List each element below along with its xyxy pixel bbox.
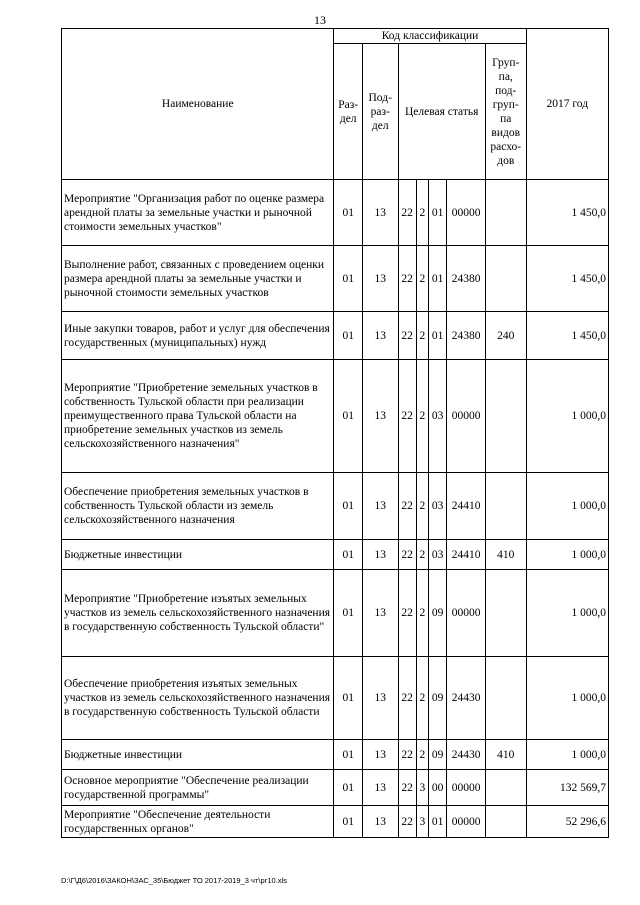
row-name: Мероприятие "Приобретение изъятых земельных участков из земель сельскохозяйственного назначения в государственную собственность Тульской области": [62, 570, 334, 657]
row-subsection: 13: [362, 360, 398, 473]
header-row-top: [62, 29, 609, 44]
row-expense-group: 410: [485, 740, 526, 770]
row-target-program: 22: [398, 740, 416, 770]
row-target-subprogram: 3: [416, 806, 428, 838]
row-target-event: 09: [428, 740, 446, 770]
row-target-program: 22: [398, 770, 416, 806]
row-target-program: 22: [398, 570, 416, 657]
row-name: Бюджетные инвестиции: [62, 740, 334, 770]
row-amount: 52 296,6: [526, 806, 608, 838]
row-name: Выполнение работ, связанных с проведением оценки размера арендной платы за земельные участки и рыночной стоимости земельных участков: [62, 246, 334, 312]
row-target-direction: 00000: [447, 806, 486, 838]
row-target-event: 03: [428, 473, 446, 540]
table-row: [62, 806, 609, 838]
table-row: [62, 570, 609, 657]
row-target-subprogram: 3: [416, 770, 428, 806]
row-subsection: 13: [362, 657, 398, 740]
budget-table: [61, 28, 609, 838]
header-subsection: Под- раз- дел: [362, 44, 398, 180]
header-name: Наименование: [62, 29, 334, 180]
row-section: 01: [334, 246, 362, 312]
row-section: 01: [334, 806, 362, 838]
row-section: 01: [334, 360, 362, 473]
row-amount: 1 000,0: [526, 740, 608, 770]
row-target-program: 22: [398, 360, 416, 473]
row-target-event: 01: [428, 180, 446, 246]
header-target-article: Целевая статья: [398, 44, 485, 180]
page-number: 13: [314, 13, 326, 27]
row-target-direction: 00000: [447, 180, 486, 246]
row-expense-group: [485, 180, 526, 246]
row-target-direction: 00000: [447, 770, 486, 806]
row-expense-group: 410: [485, 540, 526, 570]
row-expense-group: 240: [485, 312, 526, 360]
table-row: [62, 312, 609, 360]
row-target-direction: 00000: [447, 570, 486, 657]
row-target-subprogram: 2: [416, 740, 428, 770]
row-name: Иные закупки товаров, работ и услуг для обеспечения государственных (муниципальных) нужд: [62, 312, 334, 360]
row-subsection: 13: [362, 740, 398, 770]
table-row: [62, 657, 609, 740]
row-amount: 132 569,7: [526, 770, 608, 806]
table-row: [62, 473, 609, 540]
row-target-event: 09: [428, 570, 446, 657]
row-section: 01: [334, 657, 362, 740]
row-section: 01: [334, 770, 362, 806]
row-name: Мероприятие "Организация работ по оценке размера арендной платы за земельные участки и рыночной стоимости земельных участков": [62, 180, 334, 246]
row-section: 01: [334, 473, 362, 540]
row-target-event: 01: [428, 246, 446, 312]
row-expense-group: [485, 770, 526, 806]
row-target-event: 01: [428, 312, 446, 360]
header-code-group: Код классификации: [334, 29, 526, 44]
row-expense-group: [485, 360, 526, 473]
row-amount: 1 450,0: [526, 312, 608, 360]
row-target-subprogram: 2: [416, 657, 428, 740]
row-name: Обеспечение приобретения земельных участков в собственность Тульской области из земель сельскохозяйственного назначения: [62, 473, 334, 540]
file-path-footer: D:\Г\Д6\2016\ЗАКОН\ЗАС_35\Бюджет ТО 2017-2019_3 чт\рг10.xls: [61, 876, 287, 885]
row-subsection: 13: [362, 540, 398, 570]
row-subsection: 13: [362, 473, 398, 540]
row-target-event: 03: [428, 540, 446, 570]
row-target-subprogram: 2: [416, 570, 428, 657]
row-expense-group: [485, 473, 526, 540]
row-expense-group: [485, 246, 526, 312]
row-target-program: 22: [398, 806, 416, 838]
row-amount: 1 000,0: [526, 570, 608, 657]
row-name: Основное мероприятие "Обеспечение реализации государственной программы": [62, 770, 334, 806]
row-target-subprogram: 2: [416, 180, 428, 246]
row-target-program: 22: [398, 246, 416, 312]
row-target-direction: 24430: [447, 740, 486, 770]
row-target-event: 01: [428, 806, 446, 838]
row-target-event: 03: [428, 360, 446, 473]
table-row: [62, 740, 609, 770]
table-row: [62, 360, 609, 473]
row-section: 01: [334, 740, 362, 770]
row-subsection: 13: [362, 246, 398, 312]
header-year: 2017 год: [526, 29, 608, 180]
row-expense-group: [485, 657, 526, 740]
row-subsection: 13: [362, 770, 398, 806]
row-section: 01: [334, 540, 362, 570]
row-section: 01: [334, 180, 362, 246]
row-target-subprogram: 2: [416, 312, 428, 360]
table-row: [62, 540, 609, 570]
row-subsection: 13: [362, 570, 398, 657]
row-amount: 1 000,0: [526, 540, 608, 570]
row-target-direction: 24410: [447, 473, 486, 540]
row-target-direction: 24430: [447, 657, 486, 740]
row-subsection: 13: [362, 312, 398, 360]
row-amount: 1 000,0: [526, 473, 608, 540]
row-expense-group: [485, 570, 526, 657]
row-target-subprogram: 2: [416, 540, 428, 570]
row-amount: 1 450,0: [526, 180, 608, 246]
row-target-direction: 24410: [447, 540, 486, 570]
row-target-subprogram: 2: [416, 246, 428, 312]
row-section: 01: [334, 312, 362, 360]
row-target-event: 00: [428, 770, 446, 806]
row-target-program: 22: [398, 312, 416, 360]
row-target-direction: 00000: [447, 360, 486, 473]
row-amount: 1 000,0: [526, 657, 608, 740]
table-row: [62, 770, 609, 806]
row-target-direction: 24380: [447, 312, 486, 360]
table-row: [62, 246, 609, 312]
header-section: Раз- дел: [334, 44, 362, 180]
row-name: Мероприятие "Обеспечение деятельности государственных органов": [62, 806, 334, 838]
row-subsection: 13: [362, 180, 398, 246]
row-amount: 1 000,0: [526, 360, 608, 473]
row-target-program: 22: [398, 180, 416, 246]
row-section: 01: [334, 570, 362, 657]
row-subsection: 13: [362, 806, 398, 838]
row-target-program: 22: [398, 540, 416, 570]
row-name: Обеспечение приобретения изъятых земельных участков из земель сельскохозяйственного назначения в государственную собственность Тульской области: [62, 657, 334, 740]
row-amount: 1 450,0: [526, 246, 608, 312]
table-row: [62, 180, 609, 246]
row-target-event: 09: [428, 657, 446, 740]
row-expense-group: [485, 806, 526, 838]
row-target-subprogram: 2: [416, 360, 428, 473]
header-expense-group: Груп- па, под- груп- па видов расхо- дов: [485, 44, 526, 180]
row-target-subprogram: 2: [416, 473, 428, 540]
row-name: Бюджетные инвестиции: [62, 540, 334, 570]
row-name: Мероприятие "Приобретение земельных участков в собственность Тульской области при реализации преимущественного права Тульской области на приобретение земельных участков из земель сельскохозяйственного назначения": [62, 360, 334, 473]
row-target-program: 22: [398, 473, 416, 540]
row-target-direction: 24380: [447, 246, 486, 312]
row-target-program: 22: [398, 657, 416, 740]
